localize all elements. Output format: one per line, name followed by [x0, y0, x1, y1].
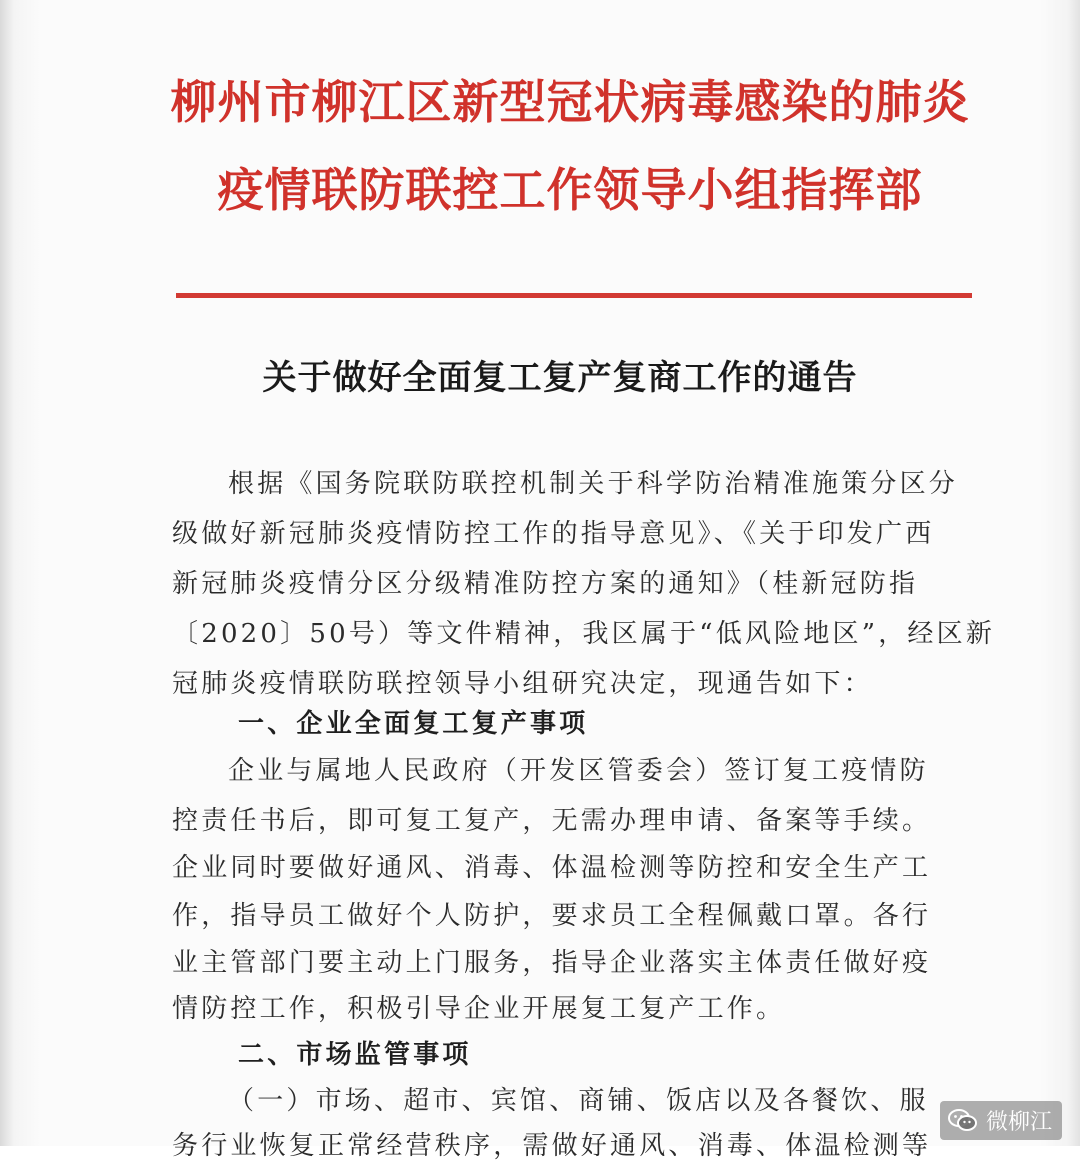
paragraph-line: 企业同时要做好通风、消毒、体温检测等防控和安全生产工 [172, 853, 932, 883]
paragraph-line: （一）市场、超市、宾馆、商铺、饭店以及各餐饮、服 [228, 1086, 929, 1116]
watermark-text: 微柳江 [985, 1110, 1052, 1135]
paragraph-line: 作，指导员工做好个人防护，要求员工全程佩戴口罩。各行 [172, 901, 932, 931]
paragraph-line: 〔2020〕50号）等文件精神，我区属于“低风险地区”，经区新 [172, 619, 996, 649]
issuer-header-line-1: 柳州市柳江区新型冠状病毒感染的肺炎 [170, 75, 970, 129]
paragraph-line: 务行业恢复正常经营秩序，需做好通风、消毒、体温检测等 [172, 1131, 932, 1161]
paragraph-line: 企业与属地人民政府（开发区管委会）签订复工疫情防 [228, 756, 929, 786]
issuer-header-line-2: 疫情联防联控工作领导小组指挥部 [217, 163, 923, 217]
paragraph-line: 情防控工作，积极引导企业开展复工复产工作。 [172, 994, 786, 1024]
paragraph-line: 根据《国务院联防联控机制关于科学防治精准施策分区分 [228, 469, 959, 499]
paragraph-line: 业主管部门要主动上门服务，指导企业落实主体责任做好疫 [172, 948, 932, 978]
notice-title: 关于做好全面复工复产复商工作的通告 [262, 358, 858, 398]
wechat-icon [948, 1108, 978, 1134]
red-divider [176, 293, 972, 298]
section-heading-1: 一、企业全面复工复产事项 [238, 709, 589, 739]
section-heading-2: 二、市场监管事项 [238, 1040, 472, 1070]
wechat-watermark [940, 1101, 1062, 1140]
paragraph-line: 新冠肺炎疫情分区分级精准防控方案的通知》（桂新冠防指 [172, 569, 919, 599]
paragraph-line: 控责任书后，即可复工复产，无需办理申请、备案等手续。 [172, 806, 932, 836]
paragraph-line: 级做好新冠肺炎疫情防控工作的指导意见》、《关于印发广西 [172, 519, 935, 549]
paragraph-line: 冠肺炎疫情联防联控领导小组研究决定，现通告如下： [172, 669, 873, 699]
